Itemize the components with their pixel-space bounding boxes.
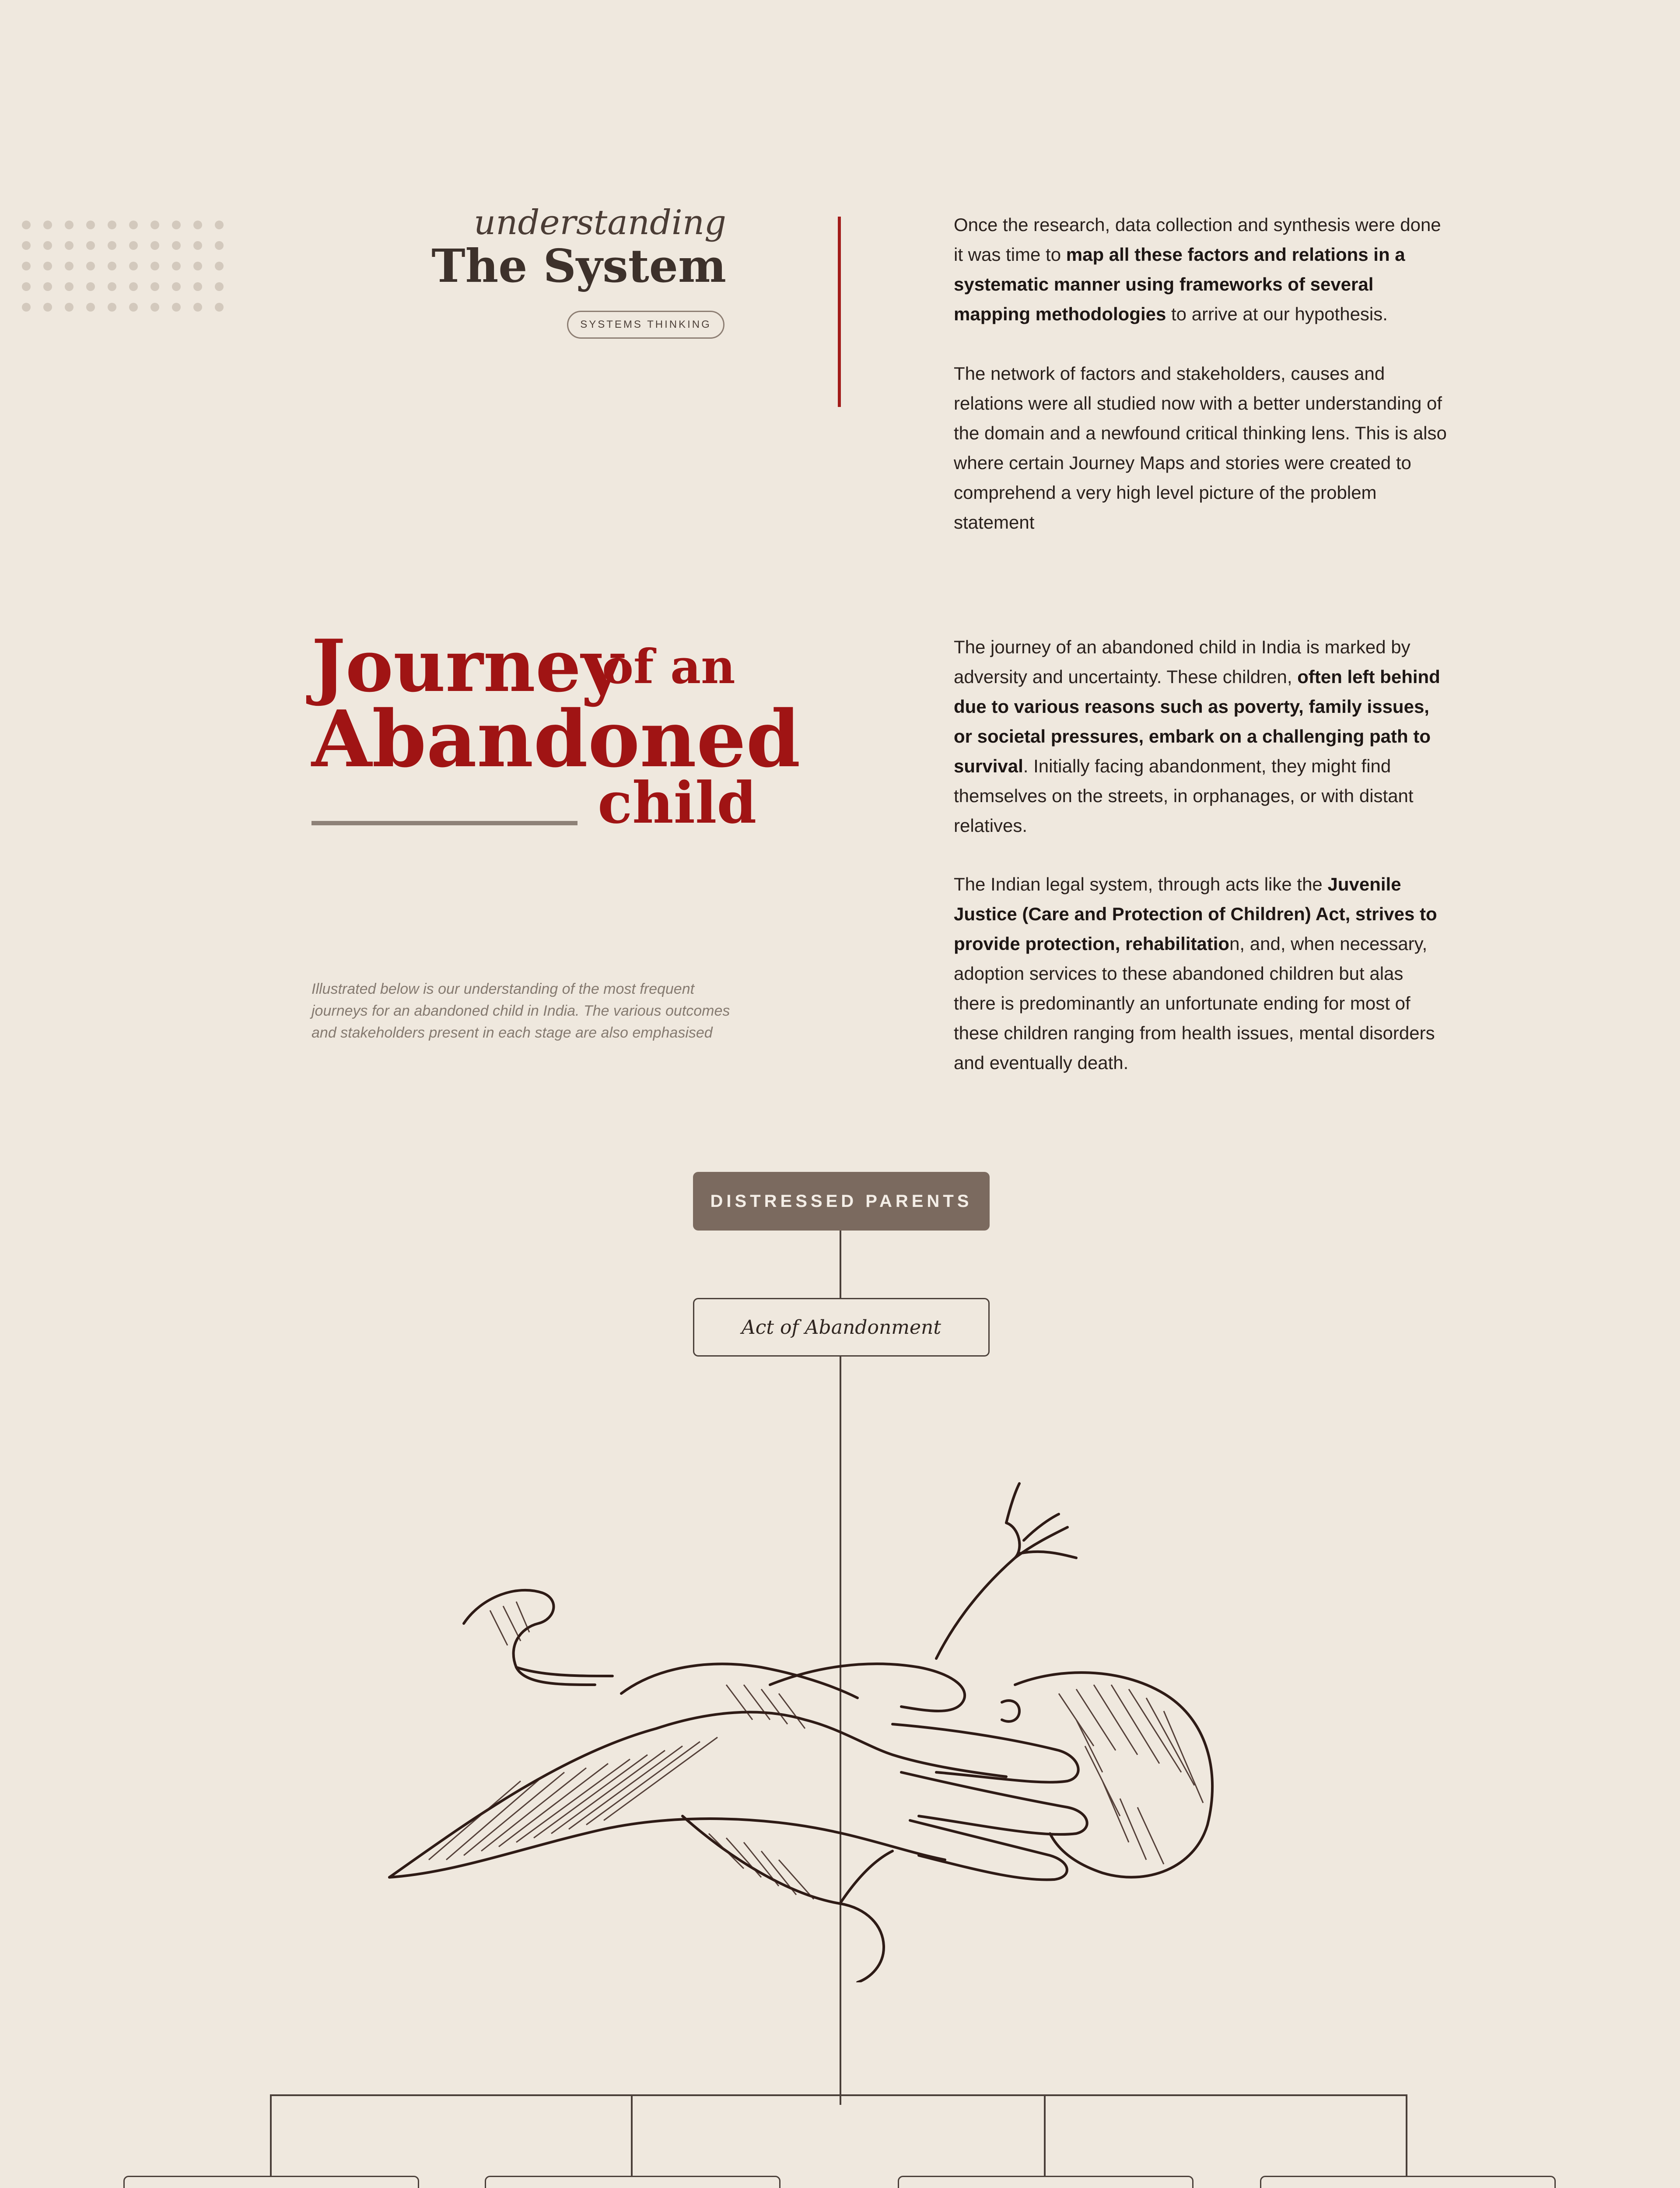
journey-p2-c: n, and, when necessary, adoption services to these abandoned children but alas there is predominantly an unfortunate ending for most of these children ranging from health issues, mental disorders and eventually death. xyxy=(954,933,1435,1073)
decor-dot xyxy=(129,221,138,229)
decor-dot xyxy=(65,241,74,250)
decor-dot xyxy=(65,221,74,229)
journey-p2-b: Juvenile Justice (Care and Protection of Children) Act, strives to provide protection, rehabilitatio xyxy=(954,874,1437,954)
goes-unnoticed-box xyxy=(1260,2176,1556,2188)
decor-dot xyxy=(22,262,31,270)
decor-dot xyxy=(43,303,52,312)
intro-paragraph-1 xyxy=(954,210,1448,329)
decor-dot xyxy=(108,282,116,291)
decor-dot xyxy=(22,303,31,312)
decor-dot xyxy=(193,282,202,291)
survives-on-streets-box xyxy=(898,2176,1194,2188)
decor-dot xyxy=(108,303,116,312)
decor-dot xyxy=(129,262,138,270)
decor-dot xyxy=(193,303,202,312)
decor-dot xyxy=(65,282,74,291)
section-eyebrow: understanding xyxy=(473,203,726,242)
decor-dot xyxy=(108,241,116,250)
journey-p1-b: often left behind due to various reasons such as poverty, family issues, or societal pressures, embark on a challenging path to survival xyxy=(954,666,1440,776)
decor-dot xyxy=(215,303,224,312)
decor-dot xyxy=(172,282,181,291)
journey-paragraph-1 xyxy=(954,632,1448,841)
decor-dot xyxy=(215,282,224,291)
journey-p1-c: . Initially facing abandonment, they might find themselves on the streets, in orphanages, or with distant relatives. xyxy=(954,756,1414,836)
decor-dot xyxy=(193,241,202,250)
decor-dot xyxy=(150,303,159,312)
decor-dot xyxy=(43,221,52,229)
journey-title-abandoned: Abandoned xyxy=(312,693,801,785)
decor-dot xyxy=(215,241,224,250)
decor-dot xyxy=(172,241,181,250)
journey-p1-a: The journey of an abandoned child in India is marked by adversity and uncertainty. These children, xyxy=(954,637,1410,687)
branch-connector-unnoticed xyxy=(1406,2094,1407,2176)
decor-dot xyxy=(86,303,95,312)
decor-dot xyxy=(43,241,52,250)
branch-horizontal-line xyxy=(270,2094,1407,2096)
decor-dot xyxy=(86,262,95,270)
decor-dot xyxy=(193,221,202,229)
decor-dot xyxy=(172,262,181,270)
decor-dot xyxy=(193,262,202,270)
decor-dot xyxy=(22,221,31,229)
decor-dot xyxy=(150,262,159,270)
decor-dot xyxy=(150,241,159,250)
decor-dot xyxy=(150,282,159,291)
decor-dot xyxy=(43,282,52,291)
journey-title-child: child xyxy=(598,769,757,836)
dot-grid-decoration xyxy=(20,219,230,315)
branch-connector-found xyxy=(270,2094,272,2176)
systems-thinking-tag: SYSTEMS THINKING xyxy=(567,311,724,339)
journey-title-journey: Journey xyxy=(312,624,623,708)
act-of-abandonment-box: Act of Abandonment xyxy=(693,1298,990,1357)
decor-dot xyxy=(22,282,31,291)
branch-connector-streets xyxy=(1044,2094,1046,2176)
decor-dot xyxy=(86,241,95,250)
decor-dot xyxy=(43,262,52,270)
decor-dot xyxy=(86,221,95,229)
journey-caption: Illustrated below is our understanding of the most frequent journeys for an abandoned child in India. The various outcomes and stakeholders present in each stage are also emphasised xyxy=(312,981,730,1041)
intro-p1-a: Once the research, data collection and synthesis were done it was time to xyxy=(954,214,1441,265)
decor-dot xyxy=(129,303,138,312)
journey-p2-a: The Indian legal system, through acts like the xyxy=(954,874,1328,894)
intro-p1-b: map all these factors and relations in a systematic manner using frameworks of several mapping methodologies xyxy=(954,244,1405,324)
section-title: The System xyxy=(431,239,726,293)
decor-dot xyxy=(86,282,95,291)
found-or-noticed-box xyxy=(123,2176,419,2188)
intro-p1-c: to arrive at our hypothesis. xyxy=(1166,304,1388,324)
decor-dot xyxy=(108,221,116,229)
decor-dot xyxy=(65,262,74,270)
decor-dot xyxy=(22,241,31,250)
red-divider xyxy=(838,217,841,407)
decor-dot xyxy=(172,303,181,312)
branch-connector-rescued xyxy=(631,2094,633,2176)
decor-dot xyxy=(129,282,138,291)
decor-dot xyxy=(65,303,74,312)
rescued-or-reported-box xyxy=(485,2176,780,2188)
distressed-parents-box: DISTRESSED PARENTS xyxy=(693,1172,990,1231)
abandoned-baby-illustration xyxy=(376,1440,1304,1982)
decor-dot xyxy=(215,262,224,270)
journey-paragraph-2 xyxy=(954,870,1448,1078)
decor-dot xyxy=(108,262,116,270)
intro-paragraph-2: The network of factors and stakeholders, causes and relations were all studied now with a better understanding of the domain and a newfound critical thinking lens. This is also where certain Journey Maps and stories were created to comprehend a very high level picture of the problem statement xyxy=(954,363,1447,533)
decor-dot xyxy=(172,221,181,229)
decor-dot xyxy=(150,221,159,229)
journey-title-of-an: of an xyxy=(602,639,735,694)
decor-dot xyxy=(129,241,138,250)
journey-title-rule xyxy=(312,821,578,825)
decor-dot xyxy=(215,221,224,229)
